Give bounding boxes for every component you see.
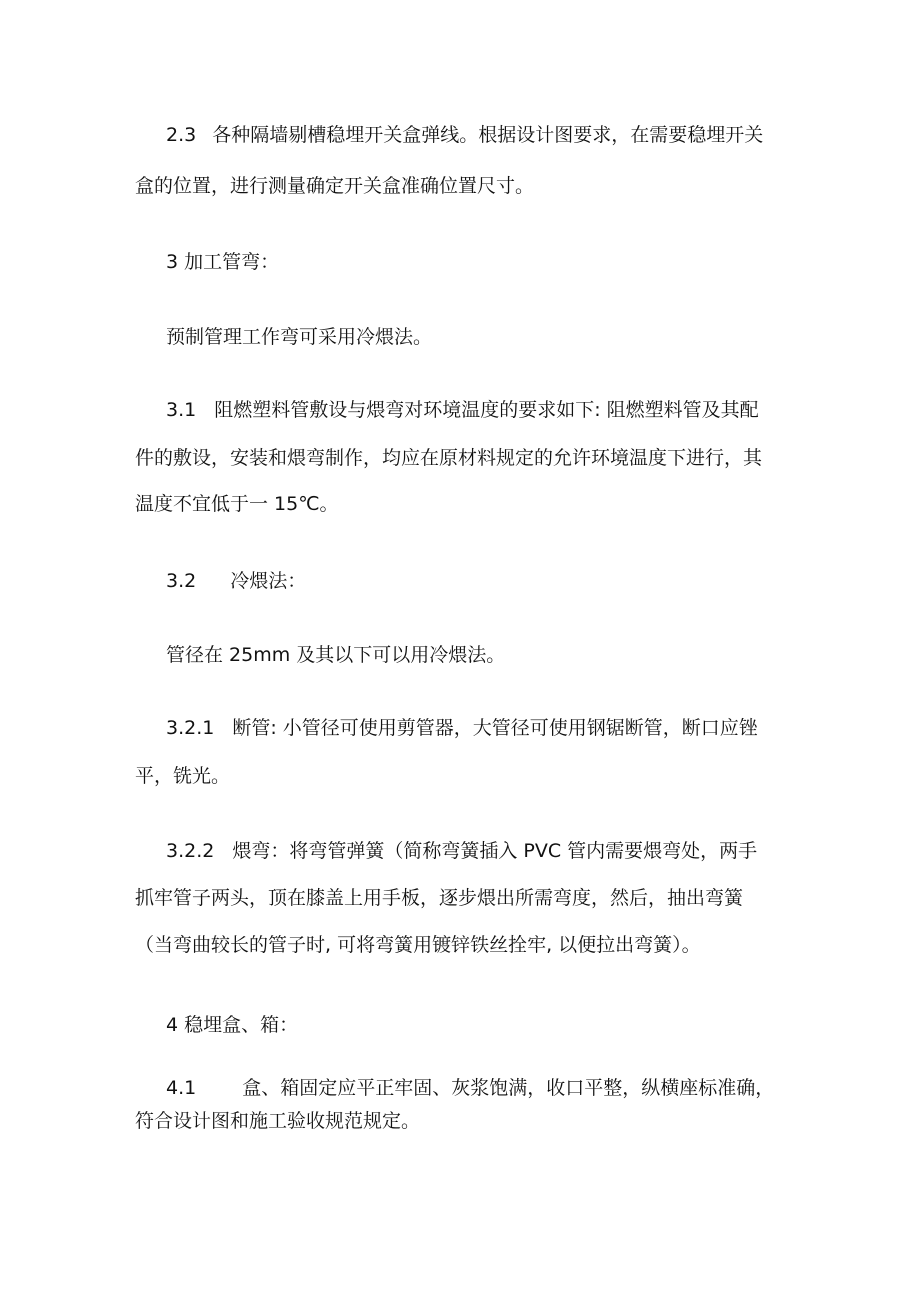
paragraph-text: 温度不宜低于一 15℃。 <box>135 493 339 515</box>
paragraph-3-2 <box>166 567 306 595</box>
paragraph-3-intro <box>166 323 432 351</box>
paragraph-3-2-1-line-2 <box>135 762 230 790</box>
heading-text: 3 加工管弯： <box>166 251 280 273</box>
paragraph-text: 盒的位置，进行测量确定开关盒准确位置尺寸。 <box>135 175 535 197</box>
paragraph-text: （当弯曲较长的管子时, 可将弯簧用镀锌铁丝拴牢, 以便拉出弯簧）。 <box>135 934 701 956</box>
paragraph-text: 阻燃塑料管敷设与煨弯对环境温度的要求如下: 阻燃塑料管及其配 <box>214 399 759 421</box>
section-number: 3.2.1 <box>166 717 215 739</box>
paragraph-3-2-2-line-3 <box>135 931 701 959</box>
section-heading-4 <box>166 1011 298 1039</box>
section-number: 2.3 <box>166 124 197 146</box>
paragraph-3-2-intro <box>166 641 505 669</box>
paragraph-text: 盒、箱固定应平正牢固、灰浆饱满，收口平整，纵横座标准确， <box>242 1077 775 1099</box>
paragraph-3-2-2-line-2 <box>135 884 743 912</box>
section-number: 3.1 <box>166 399 197 421</box>
paragraph-text: 平，铣光。 <box>135 765 231 787</box>
section-number: 4.1 <box>166 1077 197 1099</box>
paragraph-3-1-line-2 <box>135 444 762 472</box>
paragraph-text: 冷煨法： <box>230 570 307 592</box>
paragraph-text: 煨弯：将弯管弹簧（简称弯簧插入 PVC 管内需要煨弯处，两手 <box>232 840 758 862</box>
paragraph-text: 件的敷设，安装和煨弯制作，均应在原材料规定的允许环境温度下进行，其 <box>135 447 763 469</box>
paragraph-4-1-line-2 <box>135 1107 420 1135</box>
paragraph-text: 抓牢管子两头，顶在膝盖上用手板，逐步煨出所需弯度，然后，抽出弯簧 <box>135 887 744 909</box>
paragraph-4-1-line-1 <box>166 1074 774 1102</box>
paragraph-3-2-2-line-1 <box>166 837 757 865</box>
heading-text: 4 稳埋盒、箱： <box>166 1014 299 1036</box>
section-heading-3 <box>166 248 279 276</box>
paragraph-3-2-1-line-1 <box>166 714 758 742</box>
section-number: 3.2 <box>166 570 197 592</box>
paragraph-text: 各种隔墙剔槽稳埋开关盒弹线。根据设计图要求，在需要稳埋开关 <box>212 124 764 146</box>
paragraph-3-1-line-3 <box>135 490 339 518</box>
paragraph-text: 符合设计图和施工验收规范规定。 <box>135 1110 421 1132</box>
paragraph-3-1-line-1 <box>166 396 759 424</box>
paragraph-text: 预制管理工作弯可采用冷煨法。 <box>166 326 433 348</box>
paragraph-text: 管径在 25mm 及其以下可以用冷煨法。 <box>166 644 506 666</box>
paragraph-2-3-line-1 <box>166 121 763 149</box>
section-number: 3.2.2 <box>166 840 215 862</box>
paragraph-text: 断管: 小管径可使用剪管器，大管径可使用钢锯断管，断口应锉 <box>232 717 758 739</box>
paragraph-2-3-line-2 <box>135 172 534 200</box>
